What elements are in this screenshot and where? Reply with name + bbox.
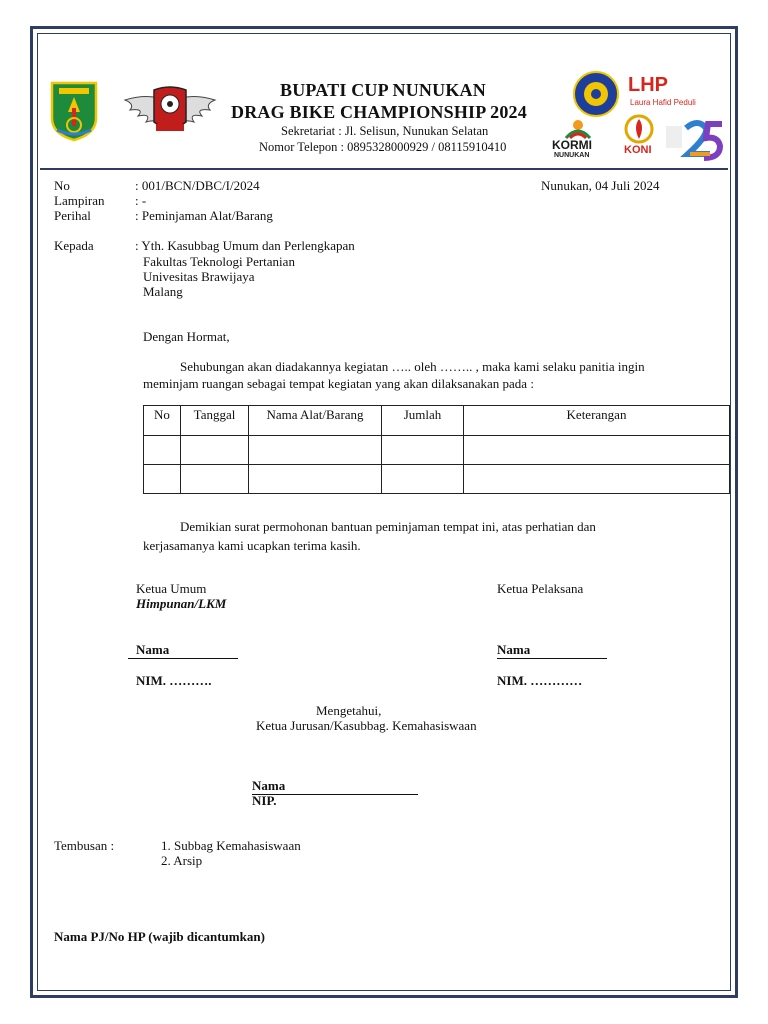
table-row [144,436,730,465]
paragraph-1-line-1: Sehubungan akan diadakannya kegiatan ….. oleh …….. , maka kami selaku panitia ingin [180,359,645,374]
header-phone: Nomor Telepon : 0895328000929 / 08115910410 [259,140,507,154]
page-border-inner [37,33,731,991]
letter-date: Nunukan, 04 Juli 2024 [541,178,660,193]
paragraph-2-line-1: Demikian surat permohonan bantuan peminjaman tempat ini, atas perhatian dan [180,519,596,534]
kormi-logo-subtext: NUNUKAN [554,152,590,159]
left-signer-nim: NIM. ………. [136,673,212,688]
table-cell[interactable] [382,436,464,465]
lampiran-value: : - [135,193,147,208]
table-cell[interactable] [181,465,249,494]
left-signer-name-line [128,642,238,659]
koni-logo [618,114,660,160]
footer-note: Nama PJ/No HP (wajib dicantumkan) [54,929,265,944]
col-header-nama-alat: Nama Alat/Barang [249,406,382,436]
koni-logo-text: KONI [624,144,652,156]
paragraph-1-line-2: meminjam ruangan sebagai tempat kegiatan yang akan dilaksanakan pada : [143,376,534,391]
tembusan-label: Tembusan : [54,838,115,853]
table-cell[interactable] [464,465,730,494]
lhp-logo [628,74,704,110]
greeting: Dengan Hormat, [143,329,230,344]
left-signer-organization: Himpunan/LKM [136,596,227,611]
header-title-2: DRAG BIKE CHAMPIONSHIP 2024 [231,102,527,122]
table-cell[interactable] [144,436,181,465]
col-header-keterangan: Keterangan [464,406,730,436]
col-header-no: No [144,406,181,436]
kepada-line: : Yth. Kasubbag Umum dan Perlengkapan [135,238,355,253]
header-divider [40,168,728,170]
left-signer-name: Nama [136,642,170,657]
anniversary-25-logo [664,114,724,164]
table-header-row [144,406,730,436]
right-signer-name-line [497,642,607,659]
perihal-label: Perihal [54,208,91,223]
kepada-line: Malang [143,284,183,299]
table-cell[interactable] [382,465,464,494]
right-signer-nim: NIM. ………… [497,673,583,688]
table-row [144,465,730,494]
center-signer-nip: NIP. [252,793,277,808]
lhp-logo-text: LHP [628,74,668,96]
no-label: No [54,178,70,193]
kepada-line: Fakultas Teknologi Pertanian [143,254,295,269]
lhp-logo-subtext: Laura Hafid Peduli [630,98,696,107]
left-signer-title: Ketua Umum [136,581,207,596]
table-cell[interactable] [249,436,382,465]
lampiran-label: Lampiran [54,193,105,208]
drag-bike-winged-logo [120,82,220,144]
table-cell[interactable] [464,436,730,465]
kepada-line: Univesitas Brawijaya [143,269,255,284]
header-secretariat: Sekretariat : Jl. Selisun, Nunukan Selatan [281,124,489,138]
col-header-tanggal: Tanggal [181,406,249,436]
mengetahui-label: Mengetahui, [316,703,382,718]
items-table [143,405,730,494]
imi-logo [572,70,620,118]
table-cell[interactable] [249,465,382,494]
center-signer-name-line [252,778,418,795]
kepada-label: Kepada [54,238,94,253]
col-header-jumlah: Jumlah [382,406,464,436]
paragraph-2-line-2: kerjasamanya kami ucapkan terima kasih. [143,538,361,553]
table-cell[interactable] [144,465,181,494]
table-cell[interactable] [181,436,249,465]
perihal-value: : Peminjaman Alat/Barang [135,208,273,223]
right-signer-name: Nama [497,642,531,657]
no-value: : 001/BCN/DBC/I/2024 [135,178,260,193]
kormi-logo [552,118,604,162]
right-signer-title: Ketua Pelaksana [497,581,584,596]
mengetahui-role: Ketua Jurusan/Kasubbag. Kemahasiswaan [256,718,477,733]
header-title-1: BUPATI CUP NUNUKAN [280,80,486,100]
kormi-logo-text: KORMI [552,138,592,152]
center-signer-name: Nama [252,778,286,793]
kabupaten-emblem-logo [49,80,99,142]
tembusan-item: 2. Arsip [161,853,203,868]
tembusan-item: 1. Subbag Kemahasiswaan [161,838,301,853]
